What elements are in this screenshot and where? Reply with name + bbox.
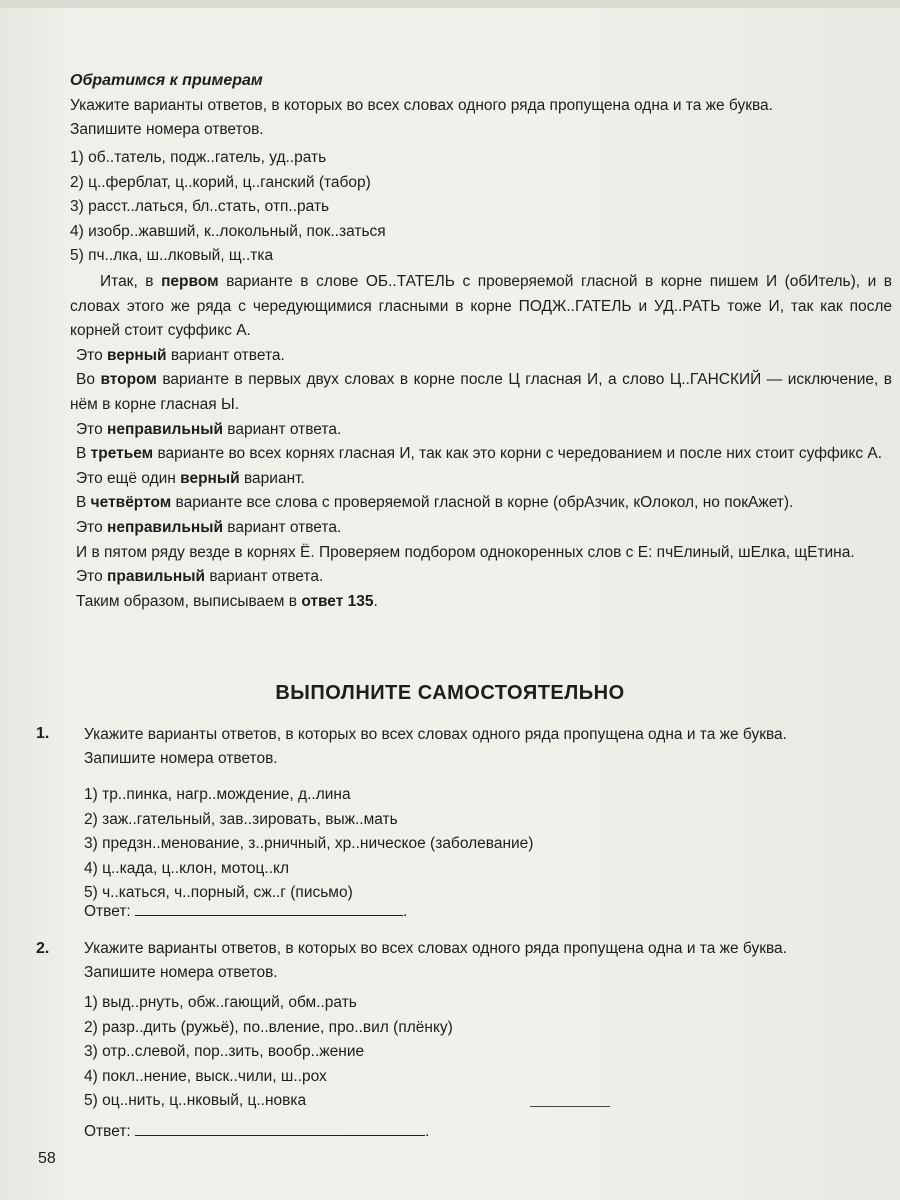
task-2-option-1: 1) выд..рнуть, обж..гающий, обм..рать: [84, 994, 357, 1011]
page-top-edge: [0, 0, 900, 8]
task-2-line1: Укажите варианты ответов, в которых во всех словах одного ряда пропущена одна и та же буква.: [84, 940, 787, 957]
task-1-line1: Укажите варианты ответов, в которых во всех словах одного ряда пропущена одна и та же буква.: [84, 726, 787, 743]
task-1-answer-line: [84, 899, 407, 921]
task-1-answer-label: Ответ:: [84, 903, 131, 920]
analysis-paragraph: Итак, в первом варианте в слове ОБ..ТАТЕЛЬ с проверяемой гласной в корне пишем И (обИтель), и в словах этого же ряда с чередующимися гласными в корне ПОДЖ..ГАТЕЛЬ и УД..РАТЬ тоже И, так как после корней стоит суффикс А.: [70, 273, 893, 340]
section-title: ВЫПОЛНИТЕ САМОСТОЯТЕЛЬНО: [275, 682, 625, 704]
analysis-paragraph: Таким образом, выписываем в ответ 135.: [76, 592, 378, 610]
example-option-1: 1) об..татель, подж..гатель, уд..рать: [70, 149, 327, 166]
analysis-paragraph: Это верный вариант ответа.: [76, 346, 285, 364]
analysis-paragraph: Это ещё один верный вариант.: [76, 469, 305, 487]
analysis-paragraph: Это правильный вариант ответа.: [76, 568, 324, 586]
page-number: 58: [38, 1150, 56, 1167]
task-2-answer-label: Ответ:: [84, 1123, 131, 1140]
analysis-paragraph: В третьем варианте во всех корнях гласная И, так как это корни с чередованием и после них стоит суффикс А.: [76, 445, 883, 463]
task-1-instructions: [84, 723, 900, 771]
example-task-line1: Укажите варианты ответов, в которых во всех словах одного ряда пропущена одна и та же буква.: [70, 97, 773, 114]
example-task-line2: Запишите номера ответов.: [70, 121, 264, 138]
task-1-answer-field[interactable]: [135, 899, 403, 916]
example-option-3: 3) расст..латься, бл..стать, отп..рать: [70, 198, 330, 215]
task-2-option-5: 5) оц..нить, ц..нковый, ц..новка: [84, 1092, 307, 1109]
analysis-paragraph: Это неправильный вариант ответа.: [76, 518, 342, 536]
analysis-paragraph: Во втором варианте в первых двух словах в корне после Ц гласная И, а слово Ц..ГАНСКИЙ — исключение, в нём в корне гласная Ы.: [70, 371, 893, 413]
task-2-option-3: 3) отр..слевой, пор..зить, вообр..жение: [84, 1043, 365, 1060]
task-2-answer-line: [84, 1119, 429, 1141]
task-1-line2: Запишите номера ответов.: [84, 750, 278, 767]
example-analysis: [70, 270, 892, 614]
task-2-line2: Запишите номера ответов.: [84, 964, 278, 981]
task-1-answer-end: .: [403, 903, 408, 920]
example-option-2: 2) ц..ферблат, ц..корий, ц..ганский (табор): [70, 173, 371, 191]
task-1-option-1: 1) тр..пинка, нагр..мождение, д..лина: [84, 786, 351, 803]
task-1-option-3: 3) предзн..менование, з..рничный, хр..ническое (заболевание): [84, 835, 534, 852]
task-2-number: 2.: [36, 940, 50, 957]
example-option-4: 4) изобр..жавший, к..локольный, пок..заться: [70, 222, 386, 240]
example-option-5: 5) пч..лка, ш..лковый, щ..тка: [70, 247, 274, 264]
analysis-paragraph: В четвёртом варианте все слова с проверяемой гласной в корне (обрАзчик, кОлокол, но покАжет).: [76, 494, 794, 512]
task-1-option-4: 4) ц..када, ц..клон, мотоц..кл: [84, 859, 290, 877]
task-2-instructions: [84, 937, 900, 985]
examples-heading: Обратимся к примерам: [70, 72, 263, 89]
task-2-answer-field[interactable]: [135, 1119, 425, 1136]
example-options-list: [70, 146, 770, 269]
task-1-option-2: 2) заж..гательный, зав..зировать, выж..мать: [84, 810, 398, 828]
task-2-option-4: 4) покл..нение, выск..чили, ш..рох: [84, 1067, 327, 1085]
task-1-option-5: 5) ч..каться, ч..порный, сж..г (письмо): [84, 884, 353, 901]
task-1-options-list: [84, 783, 784, 906]
task-2-option-5-underline: [530, 1106, 610, 1107]
analysis-paragraph: Это неправильный вариант ответа.: [76, 420, 342, 438]
task-2-answer-end: .: [425, 1123, 430, 1140]
example-task-instructions: [70, 94, 890, 142]
task-2-option-2: 2) разр..дить (ружьё), по..вление, про..вил (плёнку): [84, 1018, 453, 1036]
task-1-number: 1.: [36, 725, 50, 742]
analysis-paragraph: И в пятом ряду везде в корнях Ё. Проверяем подбором однокоренных слов с Е: пчЕлиный, шЕлка, щЕтина.: [76, 543, 855, 561]
task-2-options-list: [84, 991, 784, 1114]
